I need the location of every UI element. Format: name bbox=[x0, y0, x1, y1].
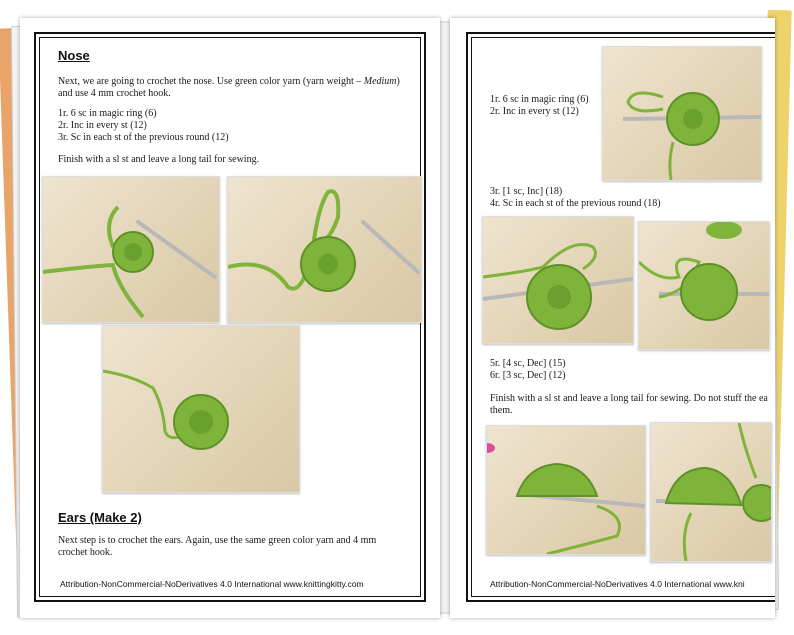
nose-rounds bbox=[58, 108, 229, 144]
round-line: 2r. Inc in every st (12) bbox=[490, 106, 579, 117]
photo-ear-finished-2 bbox=[650, 422, 772, 562]
round-line: 1r. 6 sc in magic ring (6) bbox=[490, 94, 589, 105]
crochet-photo-image bbox=[487, 426, 645, 554]
photo-ear-round-4 bbox=[638, 221, 770, 350]
photo-ear-round-3 bbox=[482, 216, 634, 344]
round-line: 3r. Sc in each st of the previous round (12) bbox=[58, 132, 229, 143]
right-page bbox=[450, 18, 775, 618]
ears-intro: Next step is to crochet the ears. Again, use the same green color yarn and 4 mm crochet hook. bbox=[58, 535, 377, 558]
photo-magic-ring bbox=[42, 176, 220, 323]
photo-ear-finished-1 bbox=[486, 425, 646, 555]
round-line: 1r. 6 sc in magic ring (6) bbox=[58, 108, 157, 119]
ear-rounds-5-6 bbox=[490, 358, 566, 382]
crochet-photo-image bbox=[603, 47, 761, 180]
crochet-photo-image bbox=[103, 326, 299, 492]
round-line: 4r. Sc in each st of the previous round (18) bbox=[490, 198, 661, 209]
photo-round-2 bbox=[227, 176, 422, 323]
ear-rounds-1-2 bbox=[490, 94, 589, 118]
page-footer: Attribution-NonCommercial-NoDerivatives 4.0 International www.kni bbox=[490, 579, 745, 589]
ear-finish: Finish with a sl st and leave a long tail for sewing. Do not stuff the ea them. bbox=[490, 393, 768, 416]
crochet-photo-image bbox=[639, 222, 769, 349]
crochet-photo-image bbox=[228, 177, 421, 322]
crochet-photo-image bbox=[483, 217, 633, 343]
nose-intro: Next, we are going to crochet the nose. Use green color yarn (yarn weight – Medium) and use 4 mm crochet hook. bbox=[58, 76, 400, 99]
round-line: 6r. [3 sc, Dec] (12) bbox=[490, 370, 566, 381]
ears-heading: Ears (Make 2) bbox=[58, 510, 142, 525]
photo-finished-nose bbox=[102, 325, 300, 493]
photo-ear-round-2 bbox=[602, 46, 762, 181]
nose-finish: Finish with a sl st and leave a long tail for sewing. bbox=[58, 154, 260, 165]
page-footer: Attribution-NonCommercial-NoDerivatives 4.0 International www.knittingkitty.com bbox=[60, 579, 364, 589]
round-line: 3r. [1 sc, Inc] (18) bbox=[490, 186, 563, 197]
nose-heading: Nose bbox=[58, 48, 90, 63]
round-line: 2r. Inc in every st (12) bbox=[58, 120, 147, 131]
left-page bbox=[20, 18, 440, 618]
ear-rounds-3-4 bbox=[490, 186, 661, 210]
round-line: 5r. [4 sc, Dec] (15) bbox=[490, 358, 566, 369]
crochet-photo-image bbox=[43, 177, 219, 322]
crochet-photo-image bbox=[651, 423, 771, 561]
